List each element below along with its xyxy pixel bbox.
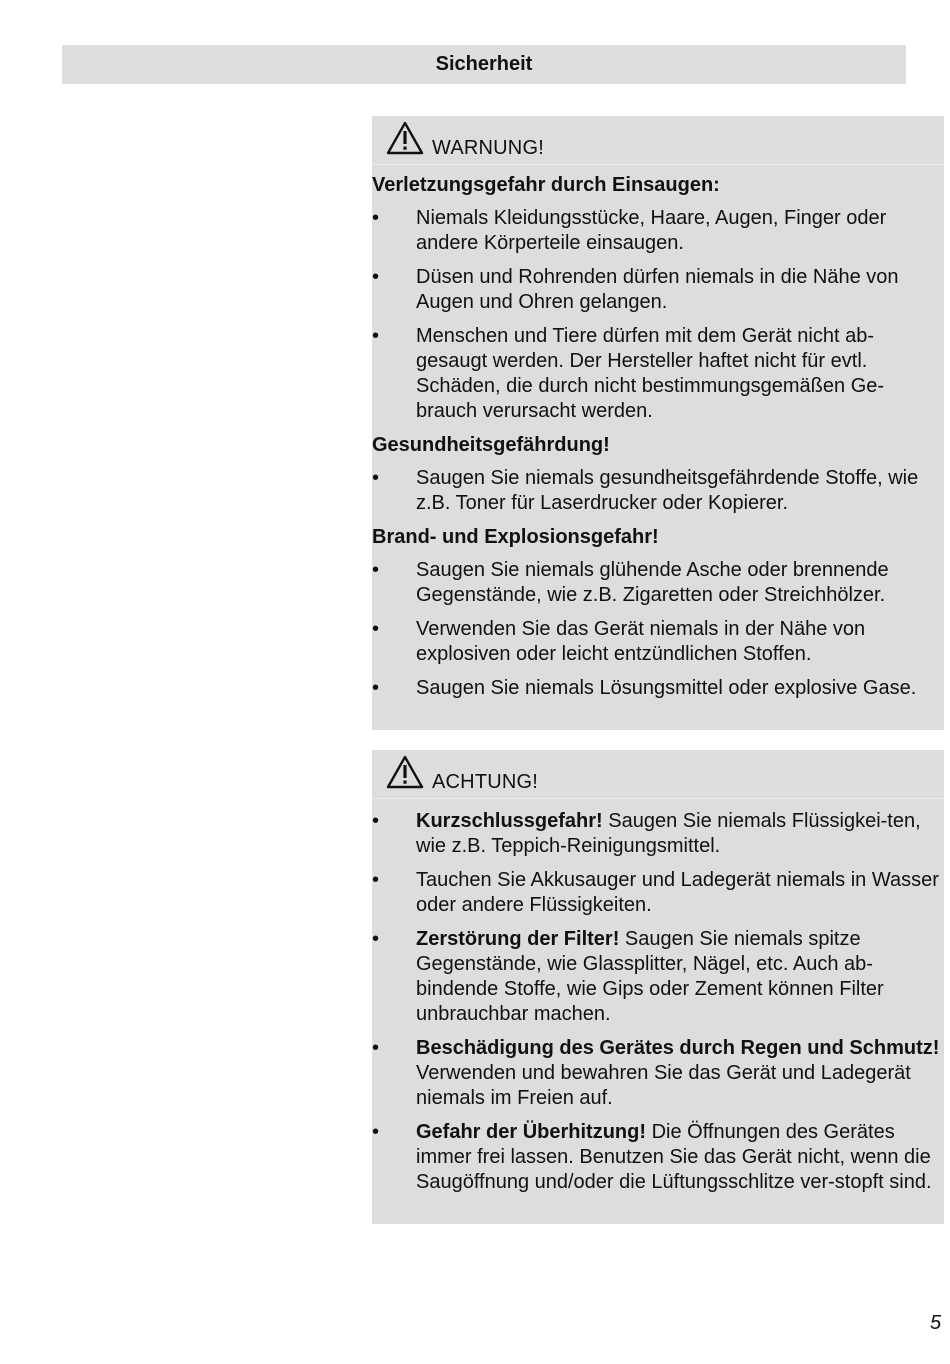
bullet: • (372, 1037, 380, 1059)
list-item: • Niemals Kleidungsstücke, Haare, Augen, Finger oder andere Körperteile einsaugen. (372, 207, 887, 254)
item-emphasis: Gefahr der Überhitzung! (416, 1121, 647, 1143)
item-emphasis: Zerstörung der Filter! (416, 928, 620, 950)
list-item: • Zerstörung der Filter! Saugen Sie niemals spitze Gegenstände, wie Glassplitter, Nägel, etc. Auch ab-bindende Stoffe, wie Gips oder Zement können Filter unbrauchbar machen. (372, 928, 884, 1025)
bullet: • (372, 467, 380, 489)
bullet: • (372, 810, 380, 832)
bullet: • (372, 207, 380, 229)
list-item: • Düsen und Rohrenden dürfen niemals in die Nähe von Augen und Ohren gelangen. (372, 266, 899, 313)
warning-body (372, 165, 944, 701)
warning-subheading: Gesundheitsgefährdung! (372, 434, 610, 456)
warning-triangle-icon (386, 120, 424, 156)
list-item: • Kurzschlussgefahr! Saugen Sie niemals Flüssigkei-ten, wie z.B. Teppich-Reinigungsmittel. (372, 810, 921, 857)
item-emphasis: Beschädigung des Gerätes durch Regen und Schmutz! (416, 1037, 940, 1059)
bullet: • (372, 928, 380, 950)
warning-subheading: Verletzungsgefahr durch Einsaugen: (372, 174, 720, 196)
warning-title: WARNUNG! (432, 137, 544, 159)
bullet: • (372, 869, 380, 891)
bullet: • (372, 1121, 380, 1143)
list-item: • Saugen Sie niemals Lösungsmittel oder explosive Gase. (372, 677, 917, 699)
list-item: • Gefahr der Überhitzung! Die Öffnungen des Gerätes immer frei lassen. Benutzen Sie das Gerät nicht, wenn die Saugöffnung und/oder die Lüftungsschlitze ver-stopft sind. (372, 1121, 932, 1193)
section-header-bar (62, 45, 906, 84)
bullet: • (372, 559, 380, 581)
warning-subheading: Brand- und Explosionsgefahr! (372, 526, 659, 548)
caution-box-header (372, 750, 944, 799)
page-number: 5 (930, 1312, 942, 1334)
bullet: • (372, 677, 380, 699)
caution-body (372, 799, 944, 1195)
warning-box-header (372, 116, 944, 165)
list-item: • Verwenden Sie das Gerät niemals in der Nähe von explosiven oder leicht entzündlichen Stoffen. (372, 618, 866, 665)
bullet: • (372, 618, 380, 640)
list-item: • Tauchen Sie Akkusauger und Ladegerät niemals in Wasser oder andere Flüssigkeiten. (372, 869, 939, 916)
item-emphasis: Kurzschlussgefahr! (416, 810, 603, 832)
list-item: • Saugen Sie niemals glühende Asche oder brennende Gegenstände, wie z.B. Zigaretten oder Streichhölzer. (372, 559, 889, 606)
list-item: • Beschädigung des Gerätes durch Regen und Schmutz! Verwenden und bewahren Sie das Gerät und Ladegerät niemals im Freien auf. (372, 1037, 940, 1109)
warning-box (372, 116, 944, 730)
list-item: • Menschen und Tiere dürfen mit dem Gerät nicht ab-gesaugt werden. Der Hersteller haftet nicht für evtl. Schäden, die durch nicht bestimmungsgemäßen Ge-brauch verursacht werden. (372, 325, 885, 422)
warning-triangle-icon (386, 754, 424, 790)
bullet: • (372, 325, 380, 347)
list-item: • Saugen Sie niemals gesundheitsgefährdende Stoffe, wie z.B. Toner für Laserdrucker oder Kopierer. (372, 467, 919, 514)
caution-title: ACHTUNG! (432, 771, 539, 793)
caution-box (372, 750, 944, 1224)
bullet: • (372, 266, 380, 288)
section-title: Sicherheit (435, 53, 533, 75)
